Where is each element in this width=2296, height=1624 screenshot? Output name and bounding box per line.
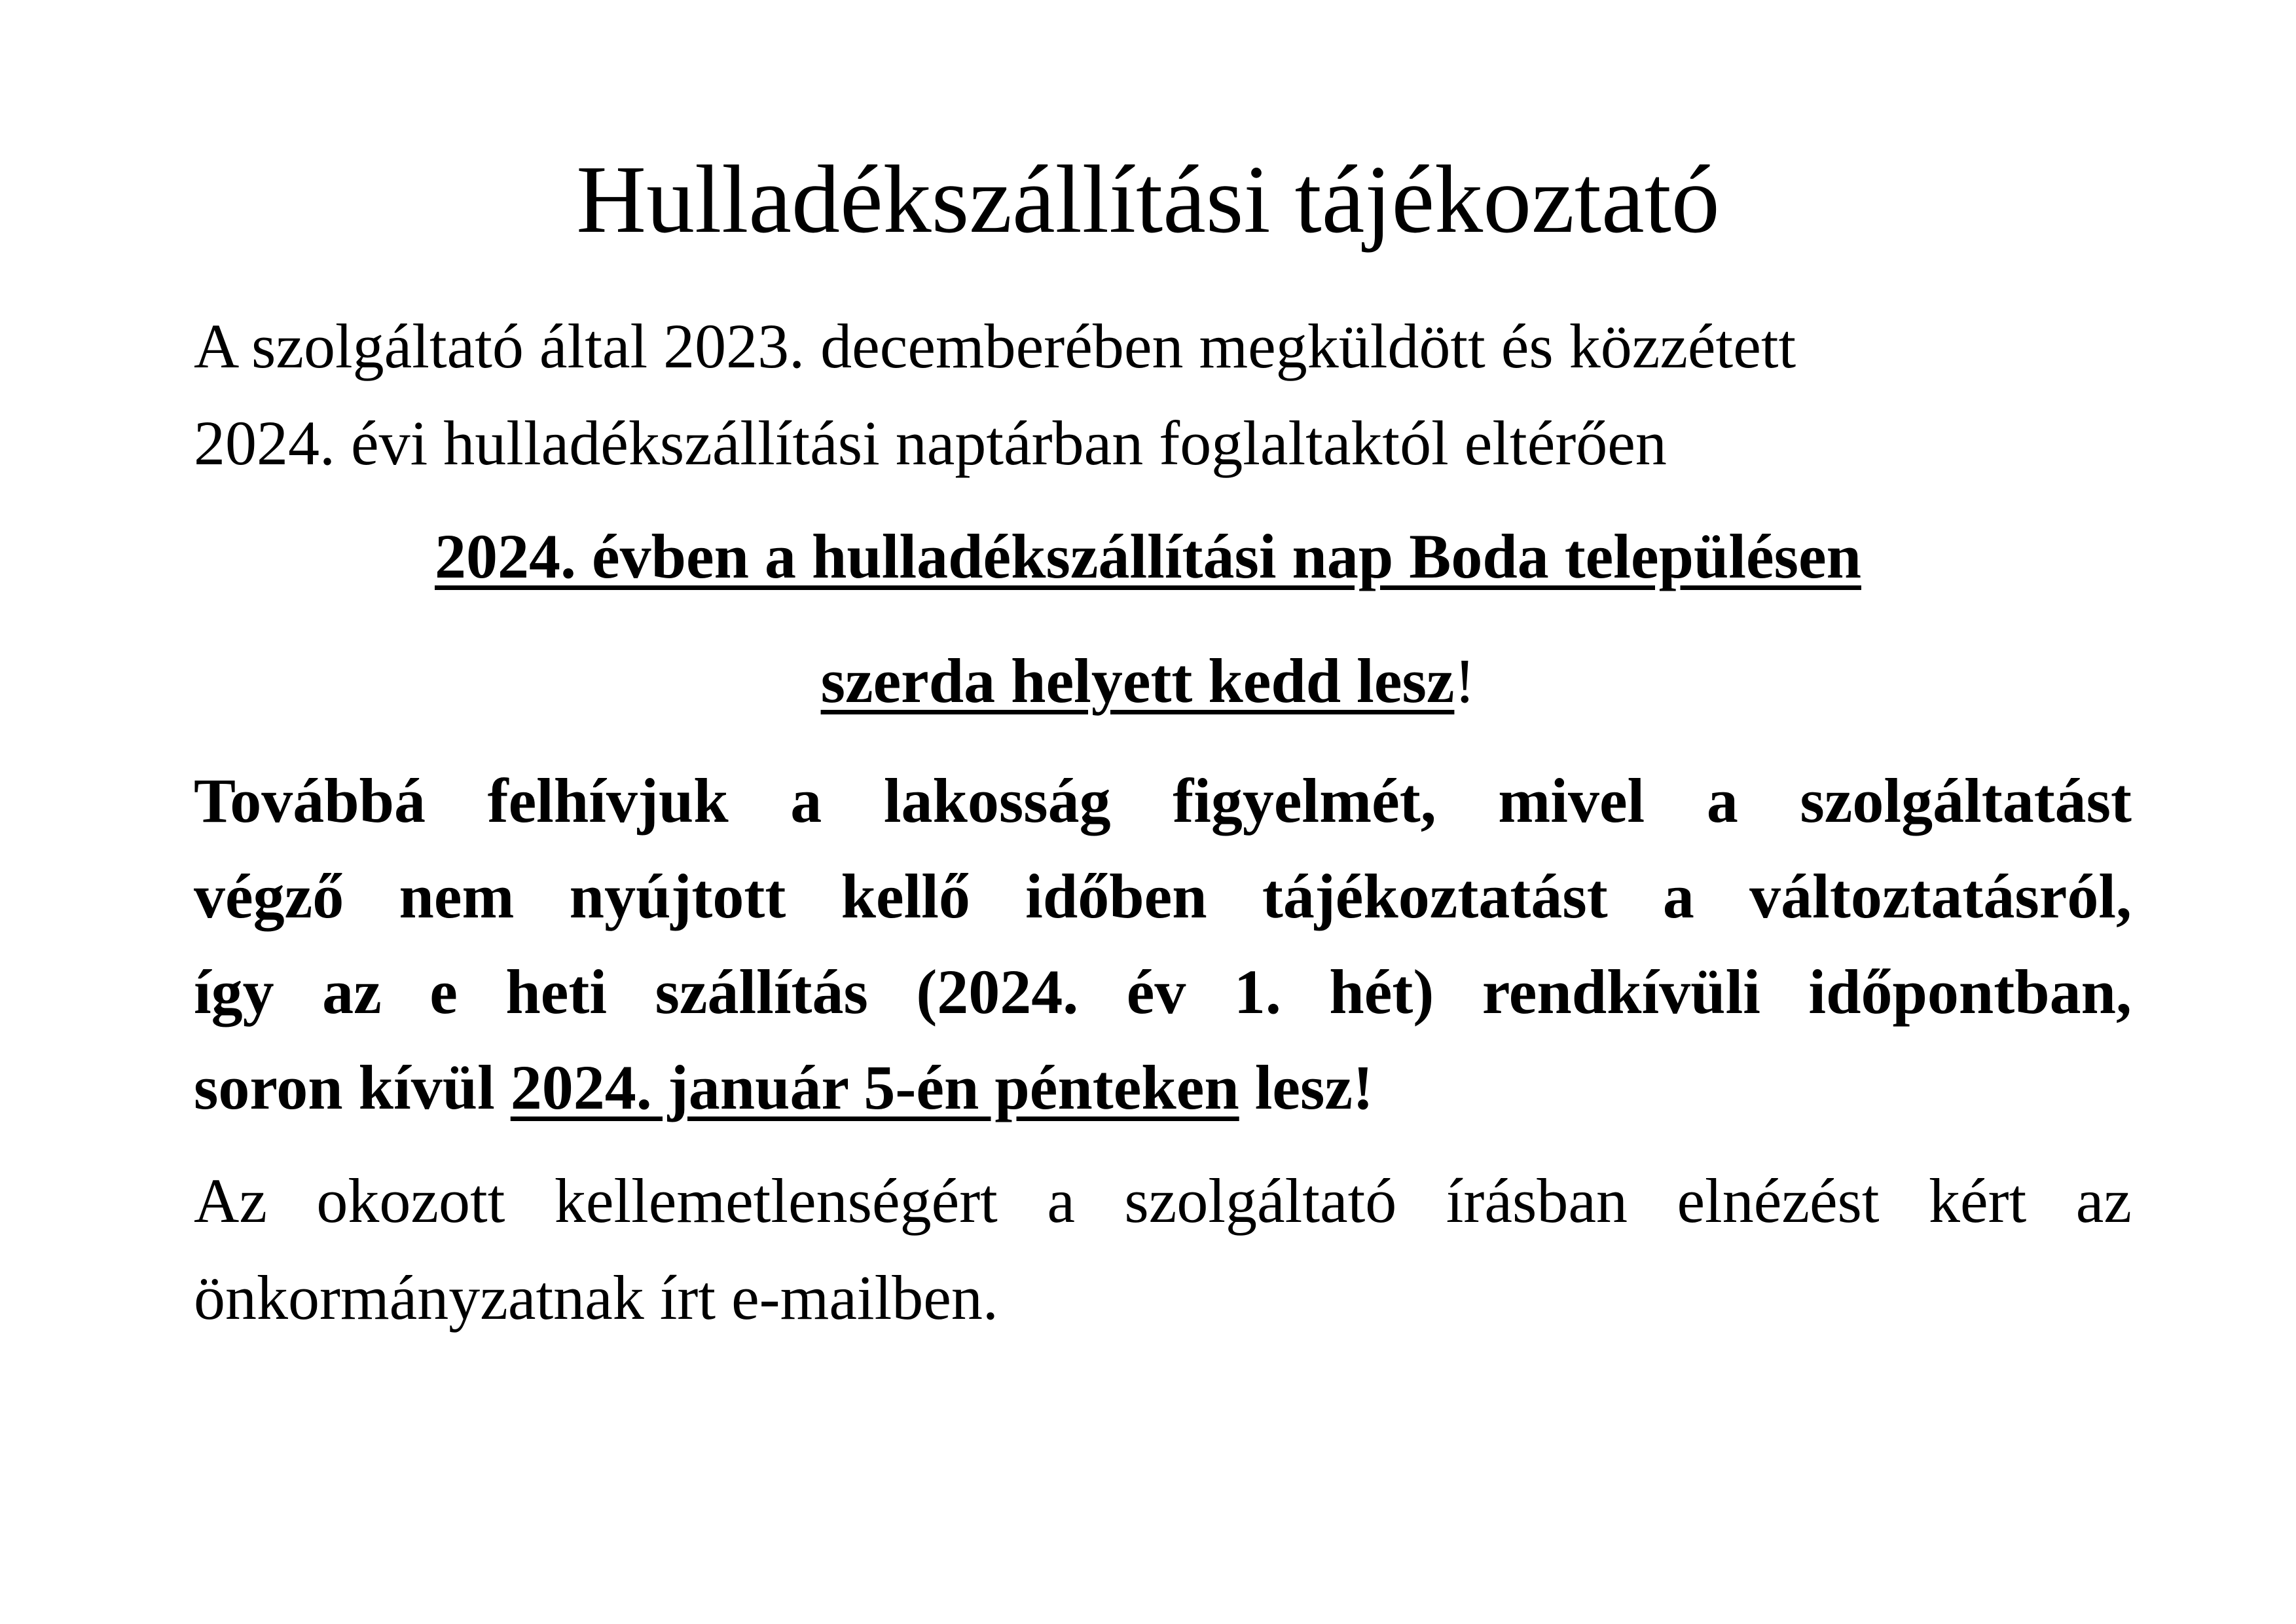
announcement-exclamation: ! [1454, 646, 1476, 716]
notice-line-3: így az e heti szállítás (2024. év 1. hét) rendkívüli időpontban, [194, 957, 2132, 1027]
closing-line-1: Az okozott kellemetlenségért a szolgáltató írásban elnézést kért az [194, 1166, 2132, 1236]
page-title: Hulladékszállítási tájékoztató [576, 146, 1720, 253]
notice-line-2: végző nem nyújtott kellő időben tájékoztatást a változtatásról, [194, 861, 2132, 931]
intro-line-2: 2024. évi hulladékszállítási naptárban foglaltaktól eltérően [194, 408, 1667, 478]
closing-line-2: önkormányzatnak írt e-mailben. [194, 1263, 998, 1333]
notice-date: 2024. január 5-én pénteken [510, 1052, 1239, 1122]
notice-line-1: Továbbá felhívjuk a lakosság figyelmét, mivel a szolgáltatást [194, 766, 2132, 836]
notice-paragraph [194, 753, 2132, 1135]
announcement-line-2 [0, 642, 2296, 720]
intro-line-1: A szolgáltató által 2023. decemberében megküldött és közzétett [194, 311, 1796, 381]
closing-paragraph [194, 1153, 2132, 1346]
notice-line-4-suffix: lesz! [1239, 1052, 1374, 1122]
announcement-text-2: szerda helyett kedd lesz [820, 646, 1455, 716]
announcement-line-1 [0, 517, 2296, 596]
notice-line-4-prefix: soron kívül [194, 1052, 511, 1122]
intro-paragraph [194, 298, 2132, 492]
announcement-text-1: 2024. évben a hulladékszállítási nap Boda településen [435, 521, 1861, 591]
notice-line-4 [194, 1040, 2132, 1135]
